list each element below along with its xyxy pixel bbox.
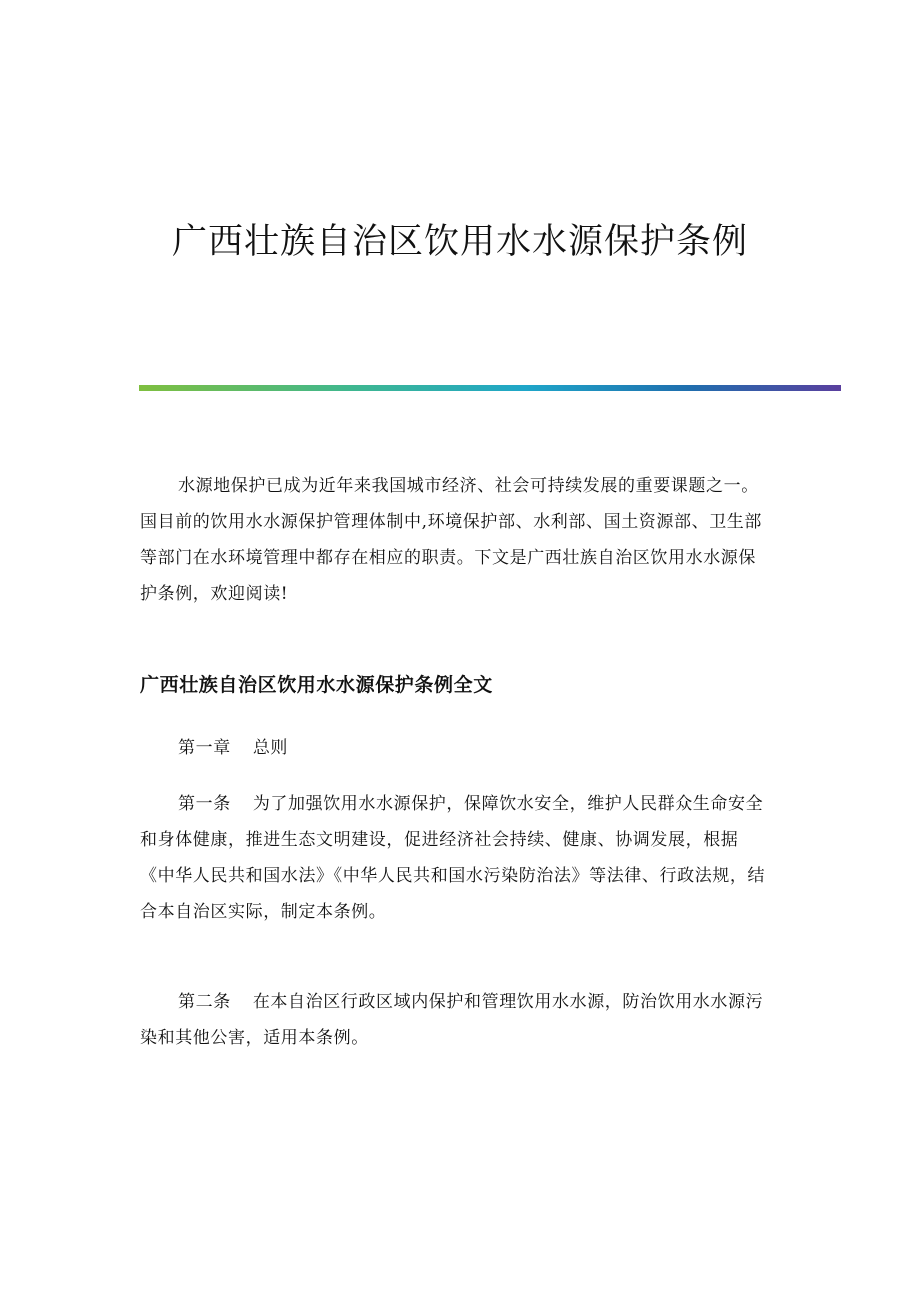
section-heading: 广西壮族自治区饮用水水源保护条例全文 bbox=[140, 674, 493, 696]
intro-paragraph: 水源地保护已成为近年来我国城市经济、社会可持续发展的重要课题之一。国目前的饮用水水源保护管理体制中,环境保护部、水利部、国土资源部、卫生部等部门在水环境管理中都存在相应的职责。下文是广西壮族自治区饮用水水源保护条例，欢迎阅读! bbox=[140, 476, 763, 604]
article-1-number: 第一条 bbox=[178, 794, 231, 814]
article-1-text: 为了加强饮用水水源保护，保障饮水安全，维护人民群众生命安全和身体健康，推进生态文明建设，促进经济社会持续、健康、协调发展，根据《中华人民共和国水法》《中华人民共和国水污染防治法》等法律、行政法规，结合本自治区实际，制定本条例。 bbox=[140, 794, 766, 922]
chapter-heading bbox=[140, 730, 772, 766]
article-2 bbox=[140, 984, 772, 1056]
article-1 bbox=[140, 786, 772, 930]
title-divider-gradient bbox=[139, 385, 841, 391]
chapter-name: 总则 bbox=[252, 738, 289, 758]
document-title: 广西壮族自治区饮用水水源保护条例 bbox=[171, 222, 748, 262]
article-2-number: 第二条 bbox=[178, 992, 231, 1012]
article-2-text: 在本自治区行政区域内保护和管理饮用水水源，防治饮用水水源污染和其他公害，适用本条例。 bbox=[140, 992, 764, 1048]
chapter-number: 第一章 bbox=[178, 738, 231, 758]
